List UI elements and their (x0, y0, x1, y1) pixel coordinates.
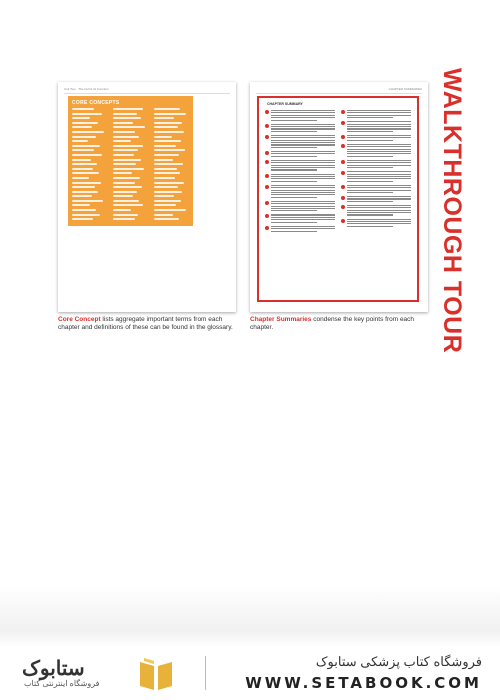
concept-term-line (72, 200, 103, 202)
summary-text-line (347, 226, 393, 227)
summary-text-line (347, 160, 411, 161)
concept-term-line (113, 149, 138, 151)
summary-number-dot (341, 144, 345, 148)
summary-number-dot (265, 226, 269, 230)
summary-text-line (271, 162, 335, 163)
summary-text-line (271, 217, 335, 218)
setabook-logo (16, 654, 191, 694)
summary-text-line (271, 131, 317, 132)
summary-number-dot (341, 171, 345, 175)
summary-text-line (271, 219, 335, 220)
walkthrough-tour-text: WALKTHROUGH TOUR (438, 68, 466, 354)
concept-term-line (113, 136, 139, 138)
summary-text-line (347, 190, 411, 191)
concept-term-line (113, 126, 145, 128)
shop-url-link[interactable]: WWW.SETABOOK.COM (245, 674, 482, 692)
core-concept-caption (58, 316, 243, 332)
summary-point (265, 201, 335, 212)
summary-text-line (347, 149, 411, 150)
core-concepts-column (72, 108, 110, 223)
concept-term-line (154, 108, 180, 110)
summary-point (265, 160, 335, 171)
summary-number-dot (265, 110, 269, 114)
summary-text-line (271, 197, 317, 198)
concept-term-line (113, 154, 134, 156)
concept-term-line (72, 136, 96, 138)
summary-text-line (271, 194, 335, 195)
summary-number-dot (341, 219, 345, 223)
summary-number-dot (341, 205, 345, 209)
concept-term-line (72, 177, 89, 179)
summary-point (341, 110, 411, 118)
concept-term-line (113, 177, 140, 179)
summary-text-line (347, 176, 411, 177)
concept-term-line (154, 200, 181, 202)
summary-point (341, 160, 411, 168)
summary-point (265, 135, 335, 148)
concept-term-line (72, 159, 91, 161)
summary-text-line (347, 207, 411, 208)
summary-text-line (271, 178, 335, 179)
summary-text-line (347, 205, 411, 206)
concept-term-line (113, 209, 131, 211)
caption-term: Core Concept (58, 316, 101, 323)
footer-banner (0, 646, 500, 700)
concept-term-line (72, 154, 102, 156)
summary-text-line (347, 144, 411, 145)
summary-text-line (271, 117, 335, 118)
concept-term-line (113, 214, 138, 216)
summary-text-line (347, 135, 411, 136)
summary-text-line (347, 126, 411, 127)
logo-subtitle: فروشگاه اینترنتی کتاب (24, 679, 100, 688)
concept-term-line (154, 154, 179, 156)
concept-term-line (113, 200, 139, 202)
summary-point (341, 144, 411, 157)
summary-text-line (271, 187, 335, 188)
caption-text: lists aggregate important terms from each chapter and definitions of these can be found in the glossary. (58, 316, 233, 331)
summary-text-line (271, 115, 335, 116)
summary-point (341, 185, 411, 193)
summary-text-line (347, 198, 411, 199)
page-header (256, 87, 422, 94)
summary-text-line (347, 219, 411, 220)
concept-term-line (72, 182, 101, 184)
concept-term-line (72, 168, 93, 170)
core-concepts-column (113, 108, 151, 223)
concept-term-line (72, 149, 94, 151)
summary-text-line (347, 151, 411, 152)
logo-wordmark: ستابوک (22, 658, 85, 680)
concept-term-line (154, 172, 180, 174)
summary-text-line (271, 120, 317, 121)
summary-point (265, 151, 335, 157)
concept-term-line (72, 209, 96, 211)
summary-text-line (347, 192, 393, 193)
concept-term-line (72, 117, 90, 119)
concept-term-line (113, 191, 137, 193)
summary-text-line (347, 201, 393, 202)
summary-text-line (347, 178, 411, 179)
book-logo-icon (136, 656, 176, 694)
core-concepts-page-thumbnail (58, 82, 236, 312)
core-concepts-column (154, 108, 192, 223)
summary-number-dot (265, 185, 269, 189)
summary-number-dot (341, 185, 345, 189)
summary-text-line (271, 181, 317, 182)
concept-term-line (154, 214, 173, 216)
summary-number-dot (341, 121, 345, 125)
concept-term-line (154, 182, 184, 184)
summary-text-line (347, 171, 411, 172)
chapter-summary-title: CHAPTER SUMMARY (267, 102, 303, 106)
concept-term-line (113, 113, 137, 115)
summary-text-line (271, 167, 335, 168)
concept-term-line (113, 117, 141, 119)
summary-text-line (271, 153, 335, 154)
summary-text-line (271, 144, 335, 145)
concept-term-line (154, 159, 173, 161)
concept-term-line (113, 172, 132, 174)
concept-term-line (72, 218, 93, 220)
summary-text-line (271, 174, 335, 175)
summary-number-dot (265, 174, 269, 178)
summary-text-line (347, 210, 411, 211)
summary-text-line (271, 185, 335, 186)
summary-text-line (271, 192, 335, 193)
summary-text-line (271, 165, 335, 166)
summary-text-line (271, 126, 335, 127)
summary-point (265, 226, 335, 232)
summary-number-dot (341, 196, 345, 200)
concept-term-line (113, 168, 144, 170)
summary-text-line (347, 156, 393, 157)
summary-text-line (347, 112, 411, 113)
summary-text-line (271, 214, 335, 215)
summary-text-line (347, 212, 411, 213)
summary-number-dot (341, 110, 345, 114)
concept-term-line (154, 126, 178, 128)
page-header-right: CHAPTER SUMMARIES (388, 87, 422, 91)
concept-term-line (72, 186, 95, 188)
summary-text-line (347, 131, 393, 132)
summary-point (341, 196, 411, 202)
shop-name: فروشگاه کتاب پزشکی ستابوک (315, 654, 482, 669)
summary-text-line (347, 181, 393, 182)
summary-number-dot (265, 135, 269, 139)
summary-text-line (347, 140, 393, 141)
concept-term-line (113, 122, 133, 124)
summary-number-dot (265, 160, 269, 164)
summary-text-line (271, 176, 335, 177)
concept-term-line (154, 177, 175, 179)
summary-number-dot (265, 124, 269, 128)
page-header (64, 87, 230, 94)
concept-term-line (154, 218, 179, 220)
summary-text-line (347, 117, 393, 118)
summary-text-line (271, 124, 335, 125)
concept-term-line (154, 204, 176, 206)
concept-term-line (154, 195, 174, 197)
concept-term-line (72, 145, 100, 147)
summary-text-line (347, 137, 411, 138)
summary-point (265, 124, 335, 132)
concept-term-line (72, 131, 104, 133)
summary-text-line (347, 221, 411, 222)
chapter-summaries-caption (250, 316, 430, 332)
summary-point (341, 219, 411, 227)
summary-text-line (271, 147, 317, 148)
summary-text-line (271, 206, 335, 207)
summary-text-line (347, 165, 411, 166)
concept-term-line (72, 122, 98, 124)
summary-point (265, 185, 335, 198)
summary-text-line (271, 169, 317, 170)
summary-text-line (347, 124, 411, 125)
concept-term-line (113, 159, 141, 161)
concept-term-line (154, 145, 176, 147)
concept-term-line (72, 191, 98, 193)
summary-text-line (347, 167, 393, 168)
concept-term-line (72, 204, 90, 206)
concept-term-line (72, 163, 97, 165)
summary-point (265, 110, 335, 121)
concept-term-line (154, 149, 185, 151)
summary-text-line (271, 135, 335, 136)
concept-term-line (72, 113, 102, 115)
concept-term-line (113, 186, 142, 188)
summary-text-line (347, 146, 411, 147)
concept-term-line (154, 113, 186, 115)
concept-term-line (154, 131, 184, 133)
summary-text-line (271, 222, 317, 223)
caption-text: condense the key points from each chapter. (250, 316, 415, 331)
summary-text-line (347, 110, 411, 111)
core-concepts-box (68, 96, 193, 226)
concept-term-line (154, 191, 182, 193)
summary-number-dot (265, 201, 269, 205)
concept-term-line (72, 172, 99, 174)
summary-point (265, 214, 335, 222)
summary-text-line (271, 140, 335, 141)
chapter-summary-column (265, 110, 335, 235)
summary-text-line (271, 228, 335, 229)
concept-term-line (154, 186, 178, 188)
summary-text-line (271, 210, 317, 211)
concept-term-line (72, 108, 94, 110)
summary-number-dot (341, 135, 345, 139)
concept-term-line (72, 214, 100, 216)
summary-point (341, 171, 411, 182)
summary-text-line (271, 226, 335, 227)
core-concepts-title: CORE CONCEPTS (72, 100, 120, 106)
summary-text-line (271, 160, 335, 161)
summary-text-line (271, 156, 317, 157)
summary-number-dot (265, 214, 269, 218)
summary-text-line (271, 201, 335, 202)
concept-term-line (154, 136, 172, 138)
concept-term-line (72, 140, 88, 142)
summary-text-line (347, 187, 411, 188)
summary-text-line (347, 121, 411, 122)
summary-number-dot (265, 151, 269, 155)
concept-term-line (113, 182, 135, 184)
summary-text-line (271, 137, 335, 138)
concept-term-line (154, 168, 177, 170)
summary-text-line (347, 174, 411, 175)
summary-point (265, 174, 335, 182)
summary-text-line (271, 190, 335, 191)
concept-term-line (113, 108, 143, 110)
concept-term-line (113, 140, 131, 142)
concept-term-line (154, 122, 182, 124)
concept-term-line (113, 218, 135, 220)
summary-text-line (347, 223, 411, 224)
concept-term-line (113, 195, 133, 197)
chapter-summary-column (341, 110, 411, 230)
summary-point (341, 121, 411, 132)
concept-term-line (154, 140, 181, 142)
concept-term-line (113, 204, 143, 206)
walkthrough-tour-title (440, 68, 468, 408)
concept-term-line (113, 163, 136, 165)
chapter-summary-frame (257, 96, 419, 302)
summary-point (341, 205, 411, 216)
summary-text-line (271, 208, 335, 209)
summary-text-line (347, 214, 393, 215)
page-header-left: Unit Two · The Cell & Its Function (64, 87, 109, 91)
concept-term-line (113, 131, 135, 133)
footer-divider (205, 656, 206, 690)
summary-number-dot (341, 160, 345, 164)
summary-text-line (347, 115, 411, 116)
caption-term: Chapter Summaries (250, 316, 312, 323)
summary-text-line (271, 110, 335, 111)
chapter-summary-page-thumbnail (250, 82, 428, 312)
summary-text-line (347, 162, 411, 163)
summary-text-line (271, 203, 335, 204)
summary-text-line (347, 128, 411, 129)
concept-term-line (154, 209, 186, 211)
summary-text-line (271, 151, 335, 152)
summary-text-line (271, 142, 335, 143)
concept-term-line (154, 117, 174, 119)
summary-text-line (347, 153, 411, 154)
concept-term-line (113, 145, 143, 147)
summary-text-line (271, 231, 317, 232)
summary-text-line (271, 112, 335, 113)
concept-term-line (72, 195, 92, 197)
summary-text-line (347, 185, 411, 186)
summary-text-line (347, 196, 411, 197)
summary-point (341, 135, 411, 141)
concept-term-line (72, 126, 92, 128)
summary-text-line (271, 128, 335, 129)
concept-term-line (154, 163, 183, 165)
